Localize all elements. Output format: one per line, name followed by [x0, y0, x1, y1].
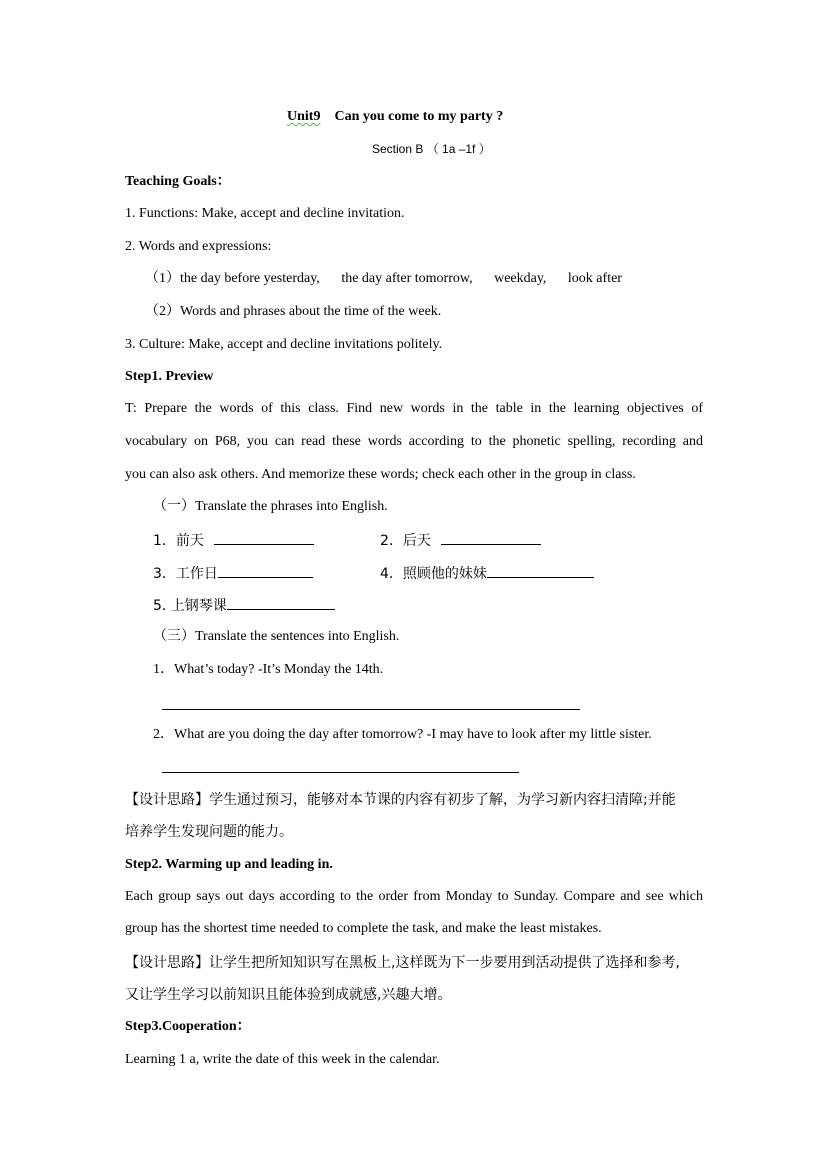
phrase-4	[380, 563, 594, 583]
goal-sub-1b: the day after tomorrow,	[341, 271, 473, 286]
phrase-5	[153, 595, 335, 615]
sentence-2: 2．What are you doing the day after tomorrow? -I may have to look after my little sister.	[153, 727, 652, 742]
answer-blank-5[interactable]	[227, 595, 335, 610]
design-note-1-line1: 【设计思路】学生通过预习，能够对本节课的内容有初步了解，为学习新内容扫清障;并能	[125, 792, 676, 808]
step3-para-line1: Learning 1 a, write the date of this week in the calendar.	[125, 1052, 440, 1067]
step1-para-line1: T: Prepare the words of this class. Find new words in the table in the learning objectives of	[125, 401, 703, 416]
step2-para-line1: Each group says out days according to the order from Monday to Sunday. Compare and see which	[125, 889, 703, 904]
step3-heading: Step3.Cooperation：	[125, 1019, 251, 1034]
answer-blank-2[interactable]	[441, 530, 541, 545]
phrase-1-label: 1．前天	[153, 533, 204, 549]
goal-item-1: 1. Functions: Make, accept and decline invitation.	[125, 206, 405, 221]
step1-heading: Step1. Preview	[125, 369, 214, 384]
step1-para-line3: you can also ask others. And memorize these words; check each other in the group in class.	[125, 467, 636, 482]
goal-item-2: 2. Words and expressions:	[125, 239, 272, 254]
section-label: Section B （ 1a –1f ）	[372, 142, 491, 156]
phrase-1	[153, 530, 314, 550]
goal-sub-1d: look after	[567, 271, 622, 286]
unit-label: Unit9	[287, 109, 321, 124]
part3-heading: （三）Translate the sentences into English.	[153, 629, 400, 644]
goal-sub-1a: （1）the day before yesterday,	[145, 271, 320, 286]
goal-sub-1c: weekday,	[494, 271, 547, 286]
answer-blank-3[interactable]	[218, 563, 313, 578]
design-note-2-line1: 【设计思路】让学生把所知知识写在黑板上,这样既为下一步要用到活动提供了选择和参考,	[125, 955, 680, 971]
page-title	[287, 108, 503, 126]
answer-line-2[interactable]	[162, 772, 519, 773]
phrase-4-label: 4．照顾他的妹妹	[380, 566, 487, 582]
answer-blank-1[interactable]	[214, 530, 314, 545]
phrase-3-label: 3．工作日	[153, 566, 218, 582]
answer-line-1[interactable]	[162, 709, 580, 710]
sentence-1: 1．What’s today? -It’s Monday the 14th.	[153, 662, 384, 677]
goal-sub-2: （2）Words and phrases about the time of the week.	[145, 304, 442, 319]
phrase-5-label: 5. 上钢琴课	[153, 598, 227, 614]
step2-heading: Step2. Warming up and leading in.	[125, 857, 333, 872]
step2-para-line2: group has the shortest time needed to complete the task, and make the least mistakes.	[125, 921, 602, 936]
goal-item-3: 3. Culture: Make, accept and decline invitations politely.	[125, 337, 443, 352]
design-note-1-line2: 培养学生发现问题的能力。	[125, 824, 293, 840]
teaching-goals-heading: Teaching Goals：	[125, 174, 231, 189]
design-note-2-line2: 又让学生学习以前知识且能体验到成就感,兴趣大增。	[125, 987, 452, 1003]
answer-blank-4[interactable]	[487, 563, 594, 578]
part1-heading: （一）Translate the phrases into English.	[153, 499, 388, 514]
phrase-2-label: 2．后天	[380, 533, 431, 549]
phrase-2	[380, 530, 541, 550]
title-text: Can you come to my party ?	[334, 109, 504, 124]
step1-para-line2: vocabulary on P68, you can read these words according to the phonetic spelling, recording and	[125, 434, 703, 449]
goal-sub-1	[145, 270, 622, 288]
phrase-3	[153, 563, 313, 583]
